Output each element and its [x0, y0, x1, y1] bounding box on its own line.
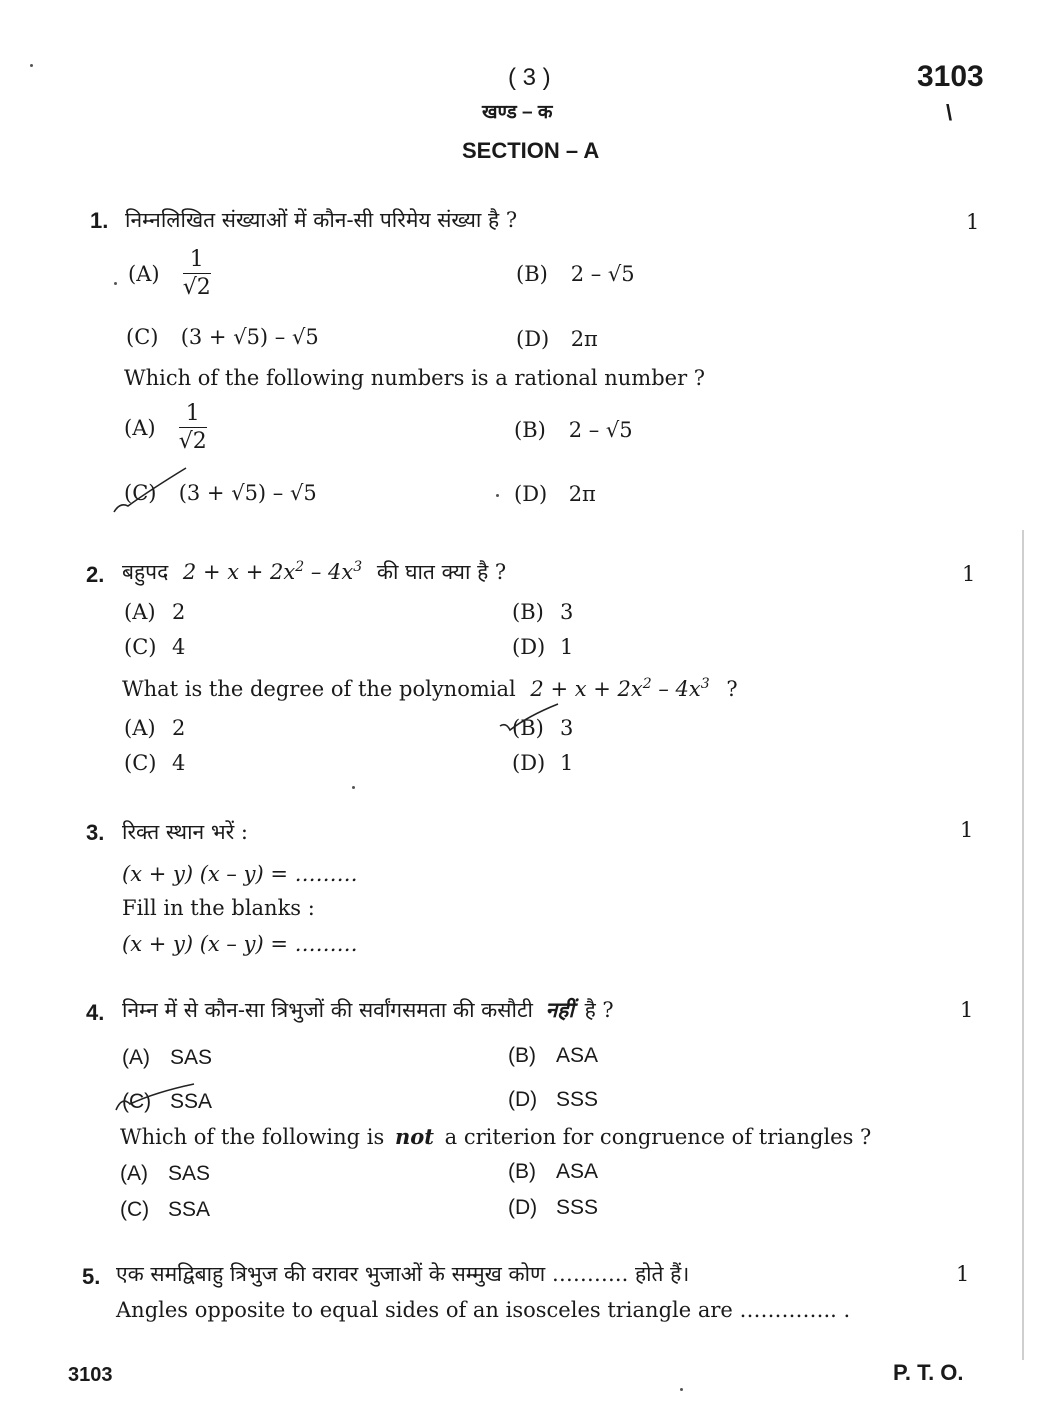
fraction: [183, 248, 211, 299]
hindi-suffix: की घात क्या है ?: [376, 560, 507, 584]
question-text-hindi: रिक्त स्थान भरें :: [122, 820, 248, 844]
scan-speck: [114, 282, 117, 285]
option-label: (B): [514, 418, 546, 442]
option-label: (C): [124, 635, 157, 659]
question-text-hindi: निम्नलिखित संख्याओं में कौन-सी परिमेय संख्या है ?: [125, 208, 518, 232]
fraction-denominator: √2: [178, 429, 207, 455]
option-label: (D): [508, 1196, 538, 1219]
option-b: [508, 1044, 598, 1068]
poly-exponent: 2: [642, 676, 652, 692]
option-a: [120, 1162, 210, 1186]
hindi-prefix: बहुपद: [122, 560, 169, 584]
blank-expression: (x + y) (x – y) = ………: [122, 862, 358, 886]
poly-exponent: 2: [295, 559, 305, 575]
option-value: ASA: [556, 1160, 599, 1183]
footer-pto: P. T. O.: [893, 1360, 964, 1385]
option-value: 2 – √5: [568, 418, 633, 442]
pen-tick-mark: [110, 1082, 196, 1116]
option-value: 2: [172, 716, 186, 740]
poly-exponent: 3: [700, 676, 710, 692]
hindi-suffix: है ?: [584, 998, 614, 1022]
option-label: (A): [124, 600, 156, 624]
poly-part: – 4x: [304, 560, 354, 584]
english-emphasis: not: [394, 1124, 434, 1149]
question-text-english: Fill in the blanks :: [122, 896, 315, 920]
option-value: SAS: [168, 1162, 211, 1185]
option-d: [508, 1088, 598, 1112]
question-mark: ?: [726, 677, 738, 701]
option-value: 4: [172, 751, 186, 775]
option-value: 3: [560, 716, 574, 740]
question-marks: 1: [956, 1262, 970, 1286]
option-a: [124, 402, 207, 453]
option-label: (D): [512, 635, 546, 659]
poly-part: – 4x: [651, 677, 701, 701]
paper-code: 3103: [917, 60, 984, 93]
question-text-english: Angles opposite to equal sides of an isosceles triangle are ………….. .: [116, 1298, 851, 1322]
question-number: 5.: [82, 1264, 101, 1289]
question-text-english: [120, 1124, 871, 1149]
option-label: (A): [120, 1162, 148, 1185]
fraction-denominator: √2: [182, 275, 211, 301]
option-label: (D): [514, 482, 548, 506]
option-label: (A): [128, 261, 160, 286]
option-value: SSA: [170, 1090, 213, 1113]
fraction: [179, 402, 207, 453]
poly-exponent: 3: [353, 559, 363, 575]
option-value: 3: [560, 600, 574, 624]
question-marks: 1: [960, 818, 974, 842]
option-value: 2: [172, 600, 186, 624]
question-number: 2.: [86, 562, 105, 587]
question-marks: 1: [962, 562, 976, 586]
option-value: 2 – √5: [570, 262, 635, 286]
option-d: [516, 327, 598, 351]
question-text-english: [122, 676, 738, 701]
option-b: [514, 418, 633, 442]
option-value: 2π: [568, 482, 596, 506]
option-a: [124, 716, 185, 740]
hindi-emphasis: नहीं: [545, 997, 574, 1022]
option-a: [122, 1046, 212, 1070]
option-c: [124, 751, 185, 775]
scan-speck: [680, 1388, 683, 1391]
option-label: (C): [124, 481, 157, 505]
footer-paper-code: 3103: [68, 1364, 113, 1386]
question-text-hindi: एक समद्विबाहु त्रिभुज की वरावर भुजाओं के सम्मुख कोण ……….. होते हैं।: [116, 1262, 690, 1286]
option-value: 1: [560, 751, 574, 775]
option-label: (A): [124, 415, 156, 440]
scan-speck: [352, 786, 355, 789]
poly-part: 2 + x + 2x: [530, 677, 643, 701]
blank-expression: (x + y) (x – y) = ………: [122, 932, 358, 956]
option-value: SSS: [556, 1088, 599, 1111]
option-label: (C): [124, 751, 157, 775]
option-label: (C): [122, 1090, 152, 1113]
question-text-hindi: [122, 996, 614, 1024]
option-value: 4: [172, 635, 186, 659]
question-number: 4.: [86, 1000, 105, 1025]
question-number: 3.: [86, 820, 105, 845]
option-d: [508, 1196, 598, 1220]
question-number: 1.: [90, 208, 109, 233]
question-marks: 1: [960, 998, 974, 1022]
section-title-hindi: खण्ड – क: [482, 102, 553, 123]
pen-tick-mark: [110, 462, 190, 518]
option-d: [514, 482, 596, 506]
hindi-prefix: निम्न में से कौन-सा त्रिभुजों की सर्वांगसमता की कसौटी: [122, 998, 533, 1022]
corner-mark: \: [946, 100, 953, 125]
english-prefix: Which of the following is: [120, 1125, 385, 1149]
option-value: 1: [560, 635, 574, 659]
option-b: [508, 1160, 598, 1184]
option-c: [126, 325, 319, 349]
option-a: [128, 248, 211, 299]
option-value: 2π: [570, 327, 598, 351]
option-label: (B): [512, 600, 544, 624]
option-b: [516, 262, 635, 286]
question-text-hindi: [122, 558, 506, 586]
option-label: (A): [122, 1046, 150, 1069]
poly-part: 2 + x + 2x: [182, 560, 296, 584]
option-label: (B): [508, 1160, 536, 1183]
option-c: [124, 635, 185, 659]
option-value: SAS: [170, 1046, 213, 1069]
option-c: [120, 1198, 210, 1222]
scan-speck: [496, 494, 499, 497]
option-label: (B): [508, 1044, 536, 1067]
question-marks: 1: [966, 210, 980, 234]
page-number: ( 3 ): [508, 64, 551, 91]
option-label: (A): [124, 716, 156, 740]
section-title-english: SECTION – A: [462, 138, 600, 163]
polynomial: [530, 677, 709, 701]
scan-edge-line: [1022, 530, 1024, 1360]
option-value: (3 + √5) – √5: [178, 481, 317, 505]
option-value: ASA: [556, 1044, 599, 1067]
polynomial: [183, 560, 362, 584]
option-value: SSA: [168, 1198, 211, 1221]
option-label: (B): [516, 262, 548, 286]
english-suffix: a criterion for congruence of triangles ?: [444, 1125, 872, 1149]
option-d: [512, 635, 573, 659]
option-value: (3 + √5) – √5: [180, 325, 319, 349]
english-text: What is the degree of the polynomial: [122, 677, 516, 701]
option-label: (D): [508, 1088, 538, 1111]
pen-tick-mark: [498, 700, 562, 740]
option-d: [512, 751, 573, 775]
option-label: (C): [120, 1198, 150, 1221]
question-text-english: Which of the following numbers is a rational number ?: [124, 366, 706, 390]
option-label: (B): [512, 716, 544, 740]
option-label: (D): [516, 327, 550, 351]
option-label: (C): [126, 325, 159, 349]
scan-speck: [30, 64, 33, 67]
option-a: [124, 600, 185, 624]
fraction-numerator: 1: [179, 402, 207, 428]
option-b: [512, 600, 573, 624]
option-label: (D): [512, 751, 546, 775]
option-value: SSS: [556, 1196, 599, 1219]
fraction-numerator: 1: [183, 248, 211, 274]
